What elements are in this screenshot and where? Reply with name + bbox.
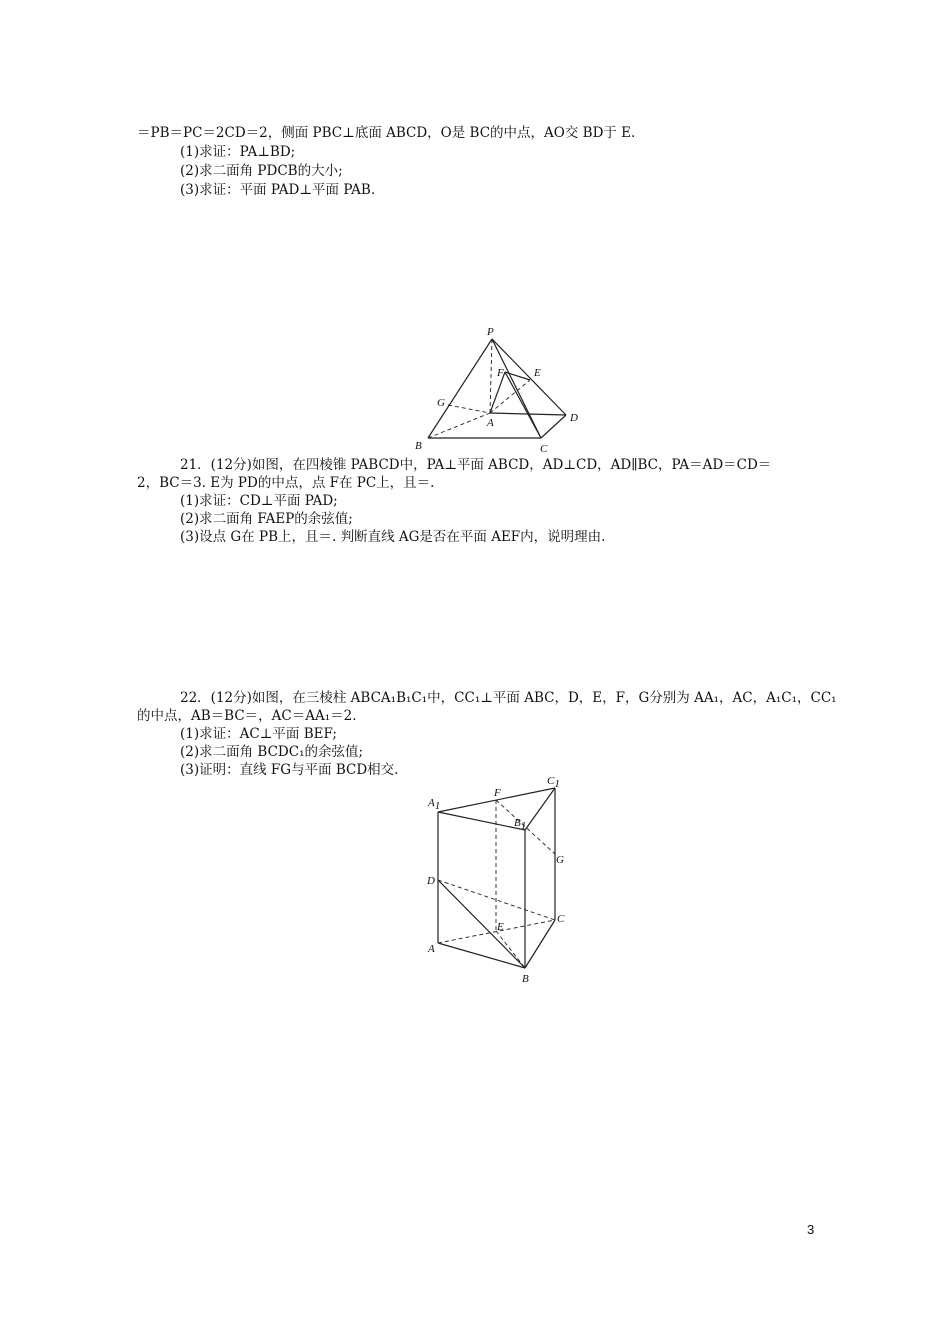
fig2-label-B: B (522, 973, 529, 985)
p22-question-3: (3)证明：直线 FG与平面 BCD相交. (180, 762, 399, 778)
fig1-label-P: P (487, 326, 494, 338)
p20-line1: ＝PB＝PC＝2CD＝2，侧面 PBC⊥底面 ABCD，O是 BC的中点，AO交 BD于 E. (137, 125, 636, 141)
prism-edges (438, 788, 555, 968)
p21-question-1: (1)求证：CD⊥平面 PAD; (180, 493, 338, 509)
pyramid-figure (405, 322, 595, 457)
p22-question-1: (1)求证：AC⊥平面 BEF; (180, 726, 337, 742)
p22-question-2: (2)求二面角 BCDC₁的余弦值; (180, 744, 364, 760)
fig1-label-C: C (540, 443, 548, 455)
fig1-label-B: B (415, 440, 422, 452)
page-number: 3 (807, 1222, 815, 1237)
prism-figure (420, 772, 580, 987)
fig1-label-D: D (570, 412, 578, 424)
p20-question-3: (3)求证：平面 PAD⊥平面 PAB. (180, 182, 376, 198)
p22-line2: 的中点，AB＝BC＝，AC＝AA₁＝2. (137, 708, 357, 724)
p20-question-2: (2)求二面角 PDCB的大小; (180, 163, 343, 179)
p21-question-2: (2)求二面角 FAEP的余弦值; (180, 511, 353, 527)
p21-line2: 2，BC＝3. E为 PD的中点，点 F在 PC上，且＝. (137, 475, 435, 491)
fig2-label-B1: B1 (514, 817, 527, 832)
fig2-label-G: G (556, 854, 564, 866)
pyramid-edges (428, 339, 566, 438)
fig2-label-E: E (497, 921, 504, 933)
p22-line1: 22．(12分)如图，在三棱柱 ABCA₁B₁C₁中，CC₁⊥平面 ABC，D，E，F，G分别为 AA₁，AC，A₁C₁，CC₁ (180, 690, 837, 706)
fig1-label-F: F (497, 367, 504, 379)
fig1-label-A: A (487, 417, 494, 429)
fig2-label-C1: C1 (547, 775, 560, 790)
fig2-label-A1: A1 (428, 797, 441, 812)
fig2-label-D: D (427, 875, 435, 887)
p21-question-3: (3)设点 G在 PB上，且＝. 判断直线 AG是否在平面 AEF内，说明理由. (180, 529, 606, 545)
fig2-label-C: C (557, 913, 565, 925)
p20-question-1: (1)求证：PA⊥BD; (180, 144, 296, 160)
p21-line1: 21．(12分)如图，在四棱锥 PABCD中，PA⊥平面 ABCD，AD⊥CD，AD∥BC，PA＝AD＝CD＝ (180, 457, 772, 473)
fig1-label-G: G (437, 397, 445, 409)
fig2-label-A: A (428, 943, 435, 955)
fig1-label-E: E (534, 367, 541, 379)
fig2-label-F: F (494, 787, 501, 799)
